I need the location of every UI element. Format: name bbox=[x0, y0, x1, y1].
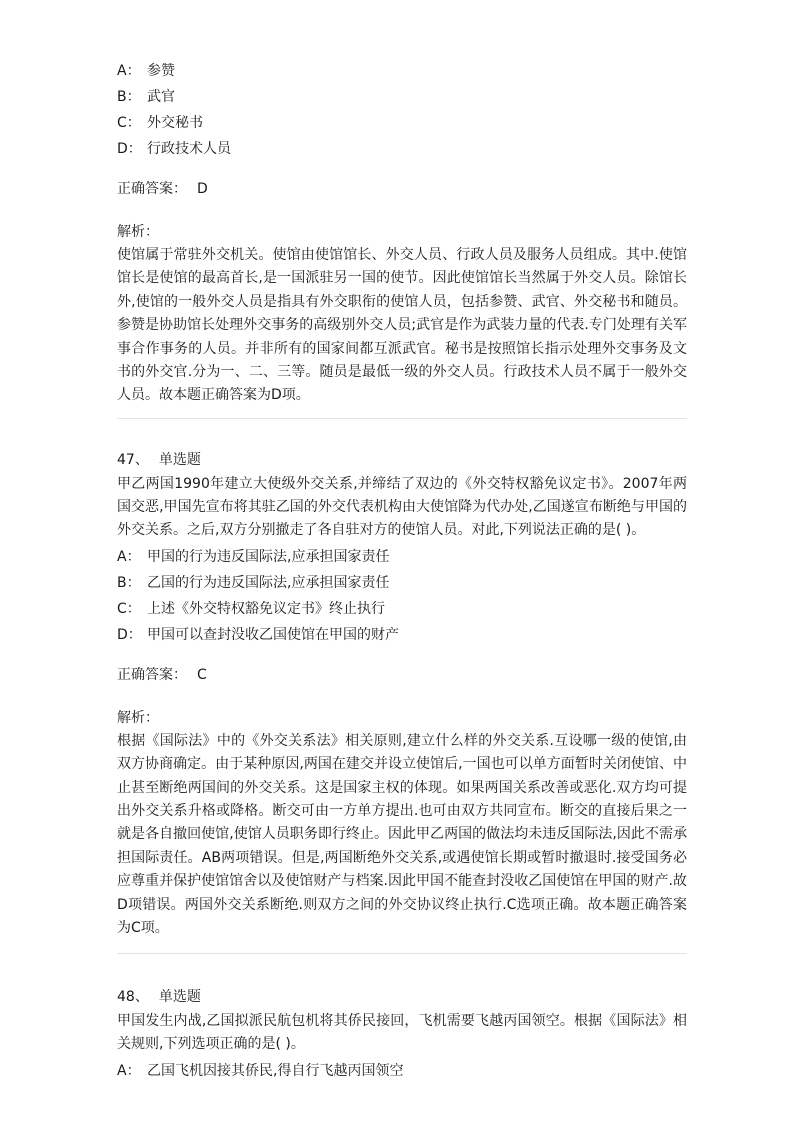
q48-header: 48、 单选题 bbox=[117, 988, 201, 1005]
q46-option-d[interactable]: D： 行政技术人员 bbox=[117, 141, 231, 157]
q47-stem: 甲乙两国1990年建立大使级外交关系,并缔结了双边的《外交特权豁免议定书》。2007年两国交恶,甲国先宣布将其驻乙国的外交代表机构由大使馆降为代办处,乙国遂宣布断绝与甲国的外交关系。之后,双方分别撤走了各自驻对方的使馆人员。对此,下列说法正确的是( )。 bbox=[117, 475, 687, 538]
q47-analysis-label: 解析： bbox=[117, 709, 159, 726]
q46-option-b[interactable]: B： 武官 bbox=[117, 89, 175, 105]
q47-analysis: 根据《国际法》中的《外交关系法》相关原则,建立什么样的外交关系.互设哪一级的使馆,由双方协商确定。由于某种原因,两国在建交并设立使馆后,一国也可以单方面暂时关闭使馆、中止甚至断绝两国间的外交关系。这是国家主权的体现。如果两国关系改善或恶化.双方均可提出外交关系升格或降格。断交可由一方单方提出.也可由双方共同宣布。断交的直接后果之一就是各自撤回使馆,使馆人员职务即行终止。因此甲乙两国的做法均未违反国际法,因此不需承担国际责任。AB两项错误。但是,两国断绝外交关系,或遇使馆长期或暂时撤退时.接受国务必应尊重并保护使馆馆舍以及使馆财产与档案.因此甲国不能查封没收乙国使馆在甲国的财产.故D项错误。两国外交关系断绝.则双方之间的外交协议终止执行.C选项正确。故本题正确答案为C项。 bbox=[117, 732, 687, 937]
q46-option-c[interactable]: C： 外交秘书 bbox=[117, 115, 203, 131]
q46-analysis-label: 解析： bbox=[117, 224, 159, 240]
content bbox=[117, 58, 687, 1084]
q47-option-c[interactable]: C： 上述《外交特权豁免议定书》终止执行 bbox=[117, 600, 385, 617]
q47-options bbox=[117, 544, 687, 648]
q47-option-d[interactable]: D： 甲国可以查封没收乙国使馆在甲国的财产 bbox=[117, 626, 399, 643]
q46-analysis: 使馆属于常驻外交机关。使馆由使馆馆长、外交人员、行政人员及服务人员组成。其中.使馆馆长是使馆的最高首长,是一国派驻另一国的使节。因此使馆馆长当然属于外交人员。除馆长外,使馆的一般外交人员是指具有外交职衔的使馆人员，包括参赞、武官、外交秘书和随员。参赞是协助馆长处理外交事务的高级别外交人员;武官是作为武装力量的代表.专门处理有关军事合作事务的人员。并非所有的国家间都互派武官。秘书是按照馆长指示处理外交事务及文书的外交官.分为一、二、三等。随员是最低一级的外交人员。行政技术人员不属于一般外交人员。故本题正确答案为D项。 bbox=[117, 247, 687, 404]
q47-header: 47、 单选题 bbox=[117, 451, 201, 468]
q46-option-a[interactable]: A： 参赞 bbox=[117, 63, 175, 79]
q46-options bbox=[117, 58, 687, 162]
q48-options bbox=[117, 1058, 687, 1084]
q46-answer: 正确答案： D bbox=[117, 181, 208, 197]
q48-stem: 甲国发生内战,乙国拟派民航包机将其侨民接回，飞机需要飞越丙国领空。根据《国际法》相关规则,下列选项正确的是( )。 bbox=[117, 1012, 687, 1052]
q47-option-a[interactable]: A： 甲国的行为违反国际法,应承担国家责任 bbox=[117, 548, 390, 565]
q48-option-a[interactable]: A： 乙国飞机因接其侨民,得自行飞越丙国领空 bbox=[117, 1062, 404, 1079]
q47-option-b[interactable]: B： 乙国的行为违反国际法,应承担国家责任 bbox=[117, 574, 390, 591]
q47-answer: 正确答案： C bbox=[117, 666, 207, 683]
